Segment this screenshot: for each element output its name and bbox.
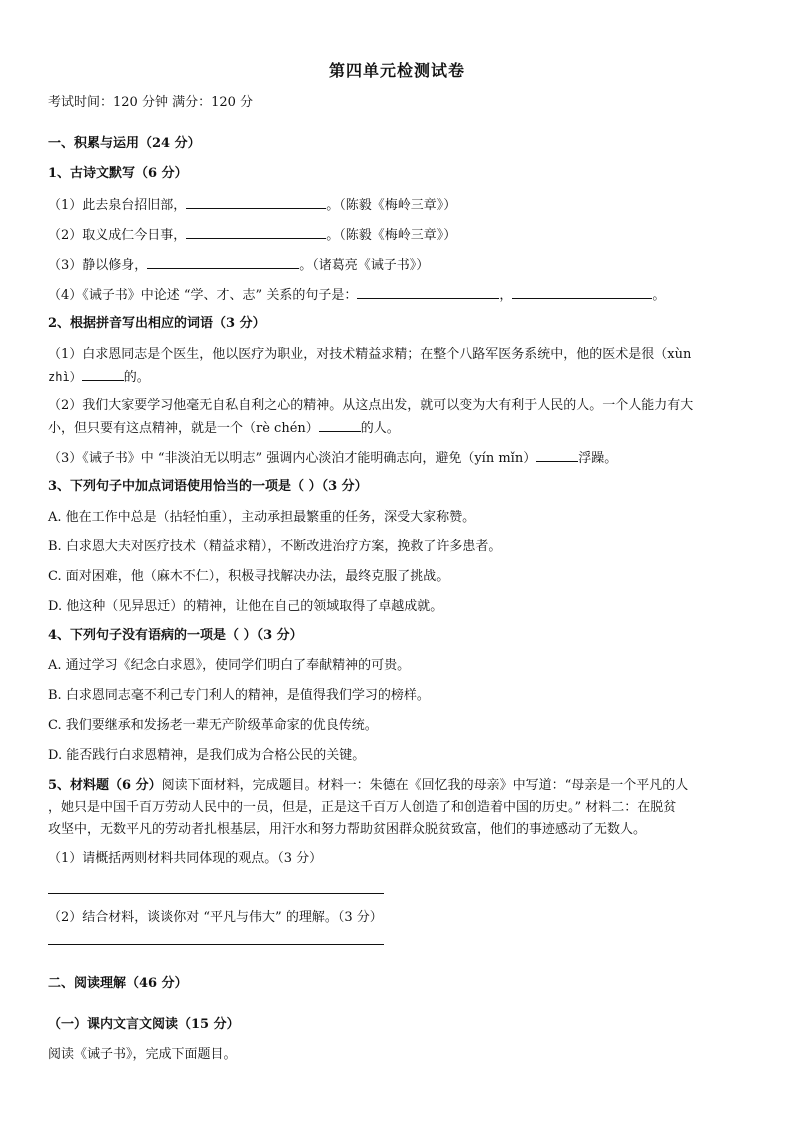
section1-heading: 一、积累与运用（24 分） <box>48 136 201 151</box>
q1-item-1-text: （1）此去泉台招旧部， <box>48 198 187 213</box>
q3-option-a: A. 他在工作中总是（拈轻怕重），主动承担最繁重的任务，深受大家称赞。 <box>48 510 476 525</box>
q1-item-4-text: （4）《诫子书》中论述 “学、才、志” 关系的句子是： <box>48 288 358 303</box>
q1-item-3-text: （3）静以修身， <box>48 258 148 273</box>
answer-blank[interactable] <box>186 194 326 209</box>
q3-option-b: B. 白求恩大夫对医疗技术（精益求精），不断改进治疗方案，挽救了许多患者。 <box>48 539 502 554</box>
q2-item-3-end: 浮躁。 <box>578 451 618 466</box>
q3-option-d: D. 他这种（见异思迁）的精神，让他在自己的领域取得了卓越成就。 <box>48 599 444 614</box>
q3-heading: 3、下列句子中加点词语使用恰当的一项是（ ）（3 分） <box>48 479 368 494</box>
q2-item-2-text: 小，但只要有这点精神，就是一个（rè chén） <box>48 421 319 436</box>
q1-item-4-end: 。 <box>652 288 666 303</box>
answer-line[interactable] <box>48 944 384 945</box>
q2-item-2-line-2 <box>48 417 748 440</box>
q4-option-c: C. 我们要继承和发扬老一辈无产阶级革命家的优良传统。 <box>48 718 378 733</box>
section2-heading: 二、阅读理解（46 分） <box>48 976 188 991</box>
section2-subheading: （一）课内文言文阅读（15 分） <box>48 1017 240 1032</box>
q2-item-1-end: 的。 <box>123 370 150 385</box>
answer-line[interactable] <box>48 893 384 894</box>
q4-option-b: B. 白求恩同志毫不利己专门利人的精神，是值得我们学习的榜样。 <box>48 688 430 703</box>
q2-item-2-line-1: （2）我们大家要学习他毫无自私自利之心的精神。从这点出发，就可以变为大有利于人民的人。一个人能力有大 <box>48 398 694 413</box>
q4-heading: 4、下列句子没有语病的一项是（ ）（3 分） <box>48 628 303 643</box>
page-title: 第四单元检测试卷 <box>328 61 465 80</box>
q1-item-1 <box>48 194 748 217</box>
answer-blank[interactable] <box>319 417 361 432</box>
exam-info: 考试时间：120 分钟 满分：120 分 <box>48 95 254 110</box>
answer-blank[interactable] <box>147 254 299 269</box>
q2-item-2-end: 的人。 <box>360 421 400 436</box>
q1-heading: 1、古诗文默写（6 分） <box>48 166 188 181</box>
q2-item-1-line-2 <box>48 366 748 389</box>
q5-line-2: ，她只是中国千百万劳动人民中的一员，但是，正是这千百万人创造了和创造着中国的历史。” 材料二：在脱贫 <box>48 800 677 815</box>
q1-item-2-source: 。（陈毅《梅岭三章》） <box>326 228 457 243</box>
q2-item-1-line-1: （1）白求恩同志是个医生，他以医疗为职业，对技术精益求精；在整个八路军医务系统中，他的医术是很（xùn <box>48 347 692 362</box>
q1-item-4 <box>48 284 748 307</box>
q1-item-2-text: （2）取义成仁今日事， <box>48 228 187 243</box>
q2-heading: 2、根据拼音写出相应的词语（3 分） <box>48 316 266 331</box>
q1-item-3 <box>48 254 748 277</box>
section2-instruction: 阅读《诫子书》，完成下面题目。 <box>48 1047 237 1062</box>
answer-blank[interactable] <box>186 224 326 239</box>
q5-sub-2: （2）结合材料，谈谈你对 “平凡与伟大” 的理解。（3 分） <box>48 910 383 925</box>
q1-item-3-source: 。（诸葛亮《诫子书》） <box>299 258 430 273</box>
q5-line-3: 攻坚中，无数平凡的劳动者扎根基层，用汗水和努力帮助贫困群众脱贫致富，他们的事迹感动了无数人。 <box>48 822 647 837</box>
answer-blank[interactable] <box>82 366 124 381</box>
answer-blank[interactable] <box>357 284 499 299</box>
q1-item-1-source: 。（陈毅《梅岭三章》） <box>326 198 457 213</box>
q2-item-3-text: （3）《诫子书》中 “非淡泊无以明志” 强调内心淡泊才能明确志向，避免（yín mǐn） <box>48 451 537 466</box>
q5-line-1 <box>48 775 748 797</box>
q4-option-d: D. 能否践行白求恩精神，是我们成为合格公民的关键。 <box>48 748 366 763</box>
answer-blank[interactable] <box>536 447 578 462</box>
q2-item-3 <box>48 447 748 470</box>
q5-heading: 5、材料题（6 分） <box>48 778 162 793</box>
q3-option-c: C. 面对困难，他（麻木不仁），积极寻找解决办法，最终克服了挑战。 <box>48 569 450 584</box>
q1-item-4-comma: ， <box>499 288 513 303</box>
q5-text-1: 阅读下面材料，完成题目。材料一：朱德在《回忆我的母亲》中写道：“母亲是一个平凡的人 <box>161 778 689 793</box>
q4-option-a: A. 通过学习《纪念白求恩》，使同学们明白了奉献精神的可贵。 <box>48 658 411 673</box>
answer-blank[interactable] <box>512 284 652 299</box>
q1-item-2 <box>48 224 748 247</box>
pinyin-text: zhì） <box>48 370 82 384</box>
q5-sub-1: （1）请概括两则材料共同体现的观点。（3 分） <box>48 851 323 866</box>
